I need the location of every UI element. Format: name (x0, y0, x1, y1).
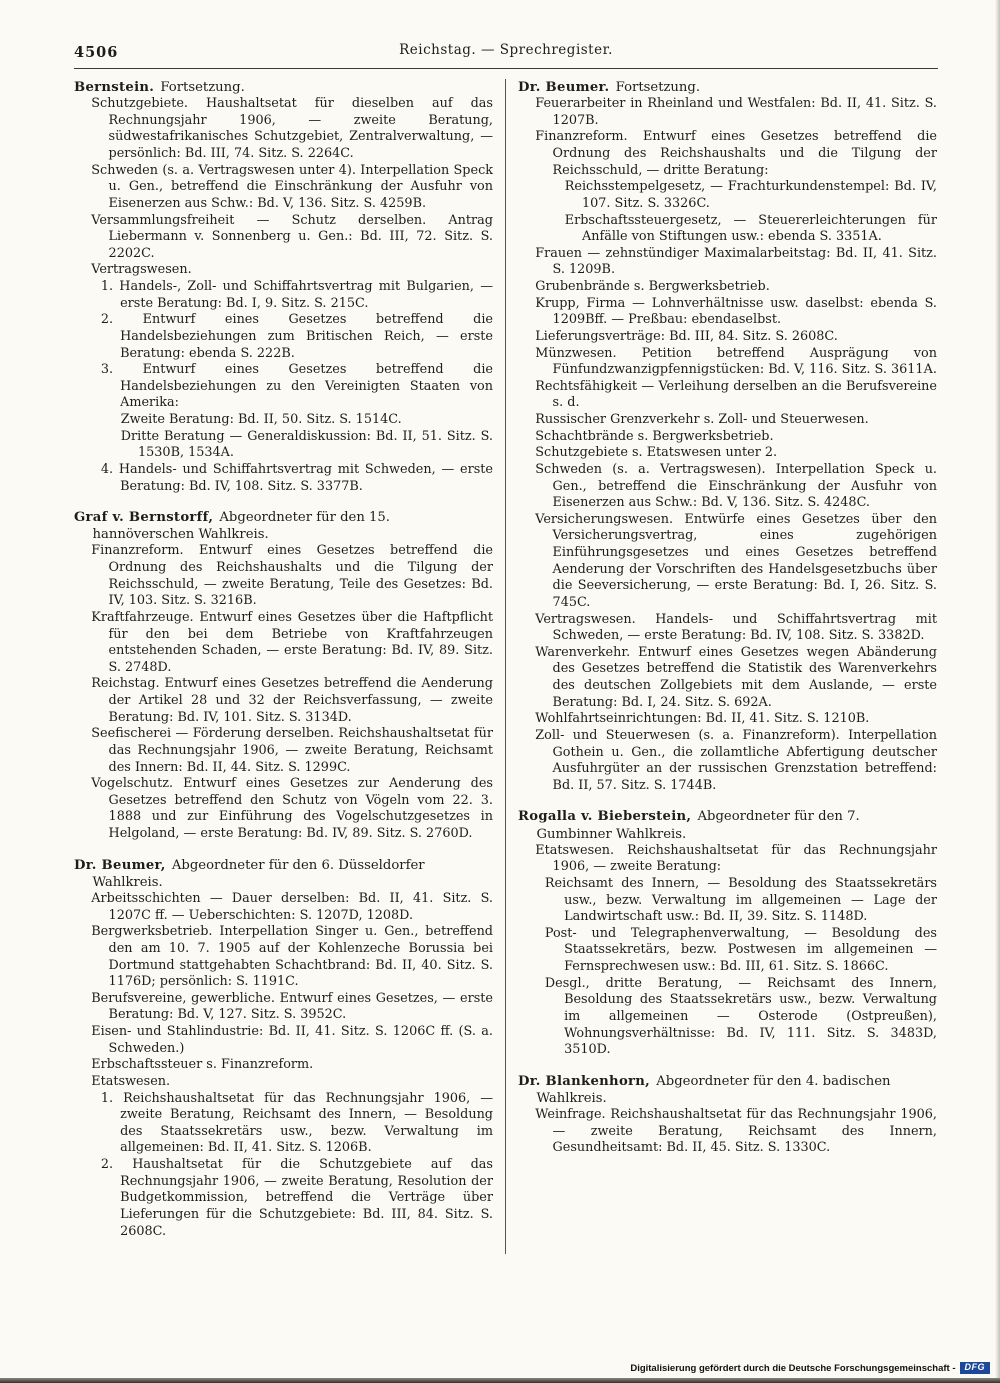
entry-item: 2. Haushaltsetat für die Schutzgebiete auf das Rechnungsjahr 1906, — zweite Beratung, Resolution der Budgetkommission, betreffend die Verträge über Lieferungen für die Schutzgebiete: Bd. III, 84. Sitz. S. 2608C. (100, 1157, 493, 1239)
entry-item: Münzwesen. Petition betreffend Ausprägung von Fünfundzwanzigpfennigstücken: Bd. V, 116. Sitz. S. 3611A. (535, 345, 937, 378)
page-number: 4506 (74, 44, 119, 61)
column-right (518, 79, 937, 1254)
entry-item: Berufsvereine, gewerbliche. Entwurf eines Gesetzes, — erste Beratung: Bd. V, 127. Sitz. S. 3952C. (91, 990, 493, 1023)
header-rule (74, 68, 938, 69)
entry-item: Vogelschutz. Entwurf eines Gesetzes zur Aenderung des Gesetzes betreffend den Schutz von Vögeln vom 22. 3. 1888 und zur Einführung des Vogelschutzgesetzes in Helgoland, — erste Beratung: Bd. IV, 89. Sitz. S. 2760D. (91, 776, 493, 842)
speaker-description: Abgeordneter für den 6. Düsseldorfer Wahlkreis. (92, 857, 425, 890)
entry-item: Erbschaftssteuergesetz, — Steuererleichterungen für Anfälle von Stiftungen usw.: ebenda S. 3351A. (564, 212, 937, 245)
entry-item: Rechtsfähigkeit — Verleihung derselben an die Berufsvereine s. d. (535, 378, 937, 411)
entry-item: Etatswesen. (91, 1073, 171, 1089)
entry-item: Schutzgebiete. Haushaltsetat für dieselben auf das Rechnungsjahr 1906, — zweite Beratung, südwestafrikanisches Schutzgebiet, Zentralverwaltung, — persönlich: Bd. III, 74. Sitz. S. 2264C. (91, 96, 493, 162)
register-entry (518, 808, 937, 1058)
entry-item: Dritte Beratung — Generaldiskussion: Bd. II, 51. Sitz. S. 1530B, 1534A. (120, 428, 493, 461)
scan-edge-bottom (0, 1378, 1000, 1383)
entry-item: Reichsstempelgesetz, — Frachturkundenstempel: Bd. IV, 107. Sitz. S. 3326C. (564, 179, 937, 211)
entry-heading (518, 79, 937, 96)
entry-item: Schweden (s. a. Vertragswesen). Interpellation Speck u. Gen., betreffend die Einschränkung der Ausfuhr von Eisenerzen aus Schw.: Bd. V, 136. Sitz. S. 4248C. (535, 461, 937, 511)
entry-item: Seefischerei — Förderung derselben. Reichshaushaltsetat für das Rechnungsjahr 1906, — zweite Beratung, Reichsamt des Innern: Bd. II, 44. Sitz. S. 1299C. (91, 726, 493, 775)
entry-item: Lieferungsverträge: Bd. III, 84. Sitz. S. 2608C. (535, 328, 838, 344)
entry-item: Reichsamt des Innern, — Besoldung des Staatssekretärs usw., bezw. Verwaltung im allgemeinen — Lage der Landwirtschaft usw.: Bd. II, 39. Sitz. S. 1148D. (544, 875, 937, 925)
scan-edge-right (995, 0, 1000, 1383)
entry-item: 4. Handels- und Schiffahrtsvertrag mit Schweden, — erste Beratung: Bd. IV, 108. Sitz. S. 3377B. (100, 461, 493, 494)
text-columns (74, 79, 938, 1254)
entry-heading (74, 509, 493, 543)
entry-item: Warenverkehr. Entwurf eines Gesetzes wegen Abänderung des Gesetzes betreffend die Statistik des Warenverkehrs des deutschen Zollgebiets mit dem Auslande, — erste Beratung: Bd. I, 24. Sitz. S. 692A. (535, 644, 937, 710)
entry-heading (518, 808, 937, 842)
entry-item: Vertragswesen. Handels- und Schiffahrtsvertrag mit Schweden, — erste Beratung: Bd. IV, 108. Sitz. S. 3382D. (535, 611, 937, 644)
entry-item: Russischer Grenzverkehr s. Zoll- und Steuerwesen. (535, 412, 869, 428)
speaker-name: Dr. Blankenhorn, (518, 1073, 651, 1089)
speaker-description: Fortsetzung. (156, 80, 245, 95)
entry-item: Reichstag. Entwurf eines Gesetzes betreffend die Aenderung der Artikel 28 und 32 der Reichsverfassung, — zweite Beratung: Bd. IV, 101. Sitz. S. 3134D. (91, 676, 493, 725)
column-left (74, 79, 493, 1254)
entry-item: Arbeitsschichten — Dauer derselben: Bd. II, 41. Sitz. S. 1207C ff. — Ueberschichten: S. 1207D, 1208D. (91, 891, 493, 923)
entry-item: Eisen- und Stahlindustrie: Bd. II, 41. Sitz. S. 1206C ff. (S. a. Schweden.) (91, 1024, 493, 1056)
entry-item: Bergwerksbetrieb. Interpellation Singer u. Gen., betreffend den am 10. 7. 1905 auf der Kohlenzeche Borussia bei Dortmund stattgehabten Schachtbrand: Bd. II, 40. Sitz. S. 1176D; persönlich: S. 1191C. (91, 924, 493, 990)
entry-item: Schachtbrände s. Bergwerksbetrieb. (535, 428, 774, 444)
entry-item: Feuerarbeiter in Rheinland und Westfalen: Bd. II, 41. Sitz. S. 1207B. (535, 96, 937, 128)
speaker-name: Dr. Beumer, (74, 857, 166, 873)
entry-item: Zweite Beratung: Bd. II, 50. Sitz. S. 1514C. (120, 412, 402, 428)
entry-heading (74, 857, 493, 891)
entry-item: Schweden (s. a. Vertragswesen unter 4). Interpellation Speck u. Gen., betreffend die Einschränkung der Ausfuhr von Eisenerzen aus Schw.: Bd. V, 136. Sitz. S. 4259B. (91, 162, 493, 211)
speaker-description: Fortsetzung. (611, 80, 701, 95)
speaker-name: Dr. Beumer. (518, 80, 610, 95)
speaker-description: Abgeordneter für den 15. hannöverschen Wahlkreis. (92, 510, 390, 543)
entry-heading (74, 79, 493, 96)
entry-item: Versicherungswesen. Entwürfe eines Gesetzes über den Versicherungsvertrag, eines zugehörigen Einführungsgesetzes und eines Gesetzes betreffend Aenderung der Vorschriften des Handelsgesetzbuchs über die Seeversicherung, — erste Beratung: Bd. I, 26. Sitz. S. 745C. (535, 511, 937, 610)
register-entry (74, 509, 493, 843)
dfg-logo: DFG (960, 1362, 991, 1374)
register-entry (74, 79, 493, 495)
entry-item: 2. Entwurf eines Gesetzes betreffend die Handelsbeziehungen zum Britischen Reich, — erste Beratung: ebenda S. 222B. (100, 312, 493, 361)
entry-item: 3. Entwurf eines Gesetzes betreffend die Handelsbeziehungen zu den Vereinigten Staaten von Amerika: (100, 362, 493, 411)
register-entry (518, 1073, 937, 1157)
entry-item: 1. Reichshaushaltsetat für das Rechnungsjahr 1906, — zweite Beratung, Reichsamt des Innern, — Besoldung des Staatssekretärs usw., bezw. Verwaltung im allgemeinen: Bd. II, 41. Sitz. S. 1206B. (100, 1090, 493, 1156)
entry-item: Versammlungsfreiheit — Schutz derselben. Antrag Liebermann v. Sonnenberg u. Gen.: Bd. III, 72. Sitz. S. 2202C. (91, 212, 493, 261)
speaker-name: Graf v. Bernstorff, (74, 510, 214, 526)
entry-item: Zoll- und Steuerwesen (s. a. Finanzreform). Interpellation Gothein u. Gen., die zollamtliche Abfertigung deutscher Ausfuhrgüter an der russischen Grenzstation betreffend: Bd. II, 57. Sitz. S. 1744B. (535, 727, 937, 793)
entry-item: Frauen — zehnstündiger Maximalarbeitstag: Bd. II, 41. Sitz. S. 1209B. (535, 245, 937, 278)
entry-item: Finanzreform. Entwurf eines Gesetzes betreffend die Ordnung des Reichshaushalts und die Tilgung der Reichsschuld, — dritte Beratung: (535, 129, 937, 178)
digitization-credit (630, 1362, 990, 1374)
speaker-description: Abgeordneter für den 7. Gumbinner Wahlkreis. (536, 809, 860, 842)
speaker-description: Abgeordneter für den 4. badischen Wahlkreis. (536, 1073, 891, 1106)
entry-item: Krupp, Firma — Lohnverhältnisse usw. daselbst: ebenda S. 1209Bff. — Preßbau: ebendaselbst. (535, 295, 937, 328)
column-divider (505, 79, 506, 1254)
entry-item: Schutzgebiete s. Etatswesen unter 2. (535, 445, 778, 461)
entry-item: Weinfrage. Reichshaushaltsetat für das Rechnungsjahr 1906, — zweite Beratung, Reichsamt des Innern, Gesundheitsamt: Bd. II, 45. Sitz. S. 1330C. (535, 1107, 937, 1156)
entry-item: Desgl., dritte Beratung, — Reichsamt des Innern, Besoldung des Staatssekretärs usw., bezw. Verwaltung im allgemeinen — Osterode (Ostpreußen), Wohnungsverhältnisse: Bd. IV, 111. Sitz. S. 3483D, 3510D. (544, 975, 937, 1058)
entry-item: Etatswesen. Reichshaushaltsetat für das Rechnungsjahr 1906, — zweite Beratung: (535, 842, 937, 875)
entry-item: Vertragswesen. (91, 262, 192, 278)
speaker-name: Rogalla v. Bieberstein, (518, 809, 692, 825)
page-title: Reichstag. — Sprechregister. (399, 42, 613, 58)
register-entry (74, 857, 493, 1240)
register-entry (518, 79, 937, 794)
entry-item: Post- und Telegraphenverwaltung, — Besoldung des Staatssekretärs, bezw. Postwesen im allgemeinen — Fernsprechwesen usw.: Bd. III, 61. Sitz. S. 1866C. (544, 925, 937, 975)
entry-item: Wohlfahrtseinrichtungen: Bd. II, 41. Sitz. S. 1210B. (535, 711, 870, 727)
entry-item: Finanzreform. Entwurf eines Gesetzes betreffend die Ordnung des Reichshaushalts und die Tilgung der Reichsschuld, — zweite Beratung, Teile des Gesetzes: Bd. IV, 103. Sitz. S. 3216B. (91, 543, 493, 609)
entry-heading (518, 1073, 937, 1107)
entry-item: 1. Handels-, Zoll- und Schiffahrtsvertrag mit Bulgarien, — erste Beratung: Bd. I, 9. Sitz. S. 215C. (100, 279, 493, 311)
entry-item: Erbschaftssteuer s. Finanzreform. (91, 1057, 314, 1073)
page-header (74, 42, 938, 64)
entry-item: Grubenbrände s. Bergwerksbetrieb. (535, 279, 770, 295)
speaker-name: Bernstein. (74, 80, 155, 95)
entry-item: Kraftfahrzeuge. Entwurf eines Gesetzes über die Haftpflicht für den bei dem Betriebe von Kraftfahrzeugen entstehenden Schaden, — erste Beratung: Bd. IV, 89. Sitz. S. 2748D. (91, 609, 493, 675)
credit-text: Digitalisierung gefördert durch die Deutsche Forschungsgemeinschaft - (630, 1362, 956, 1374)
